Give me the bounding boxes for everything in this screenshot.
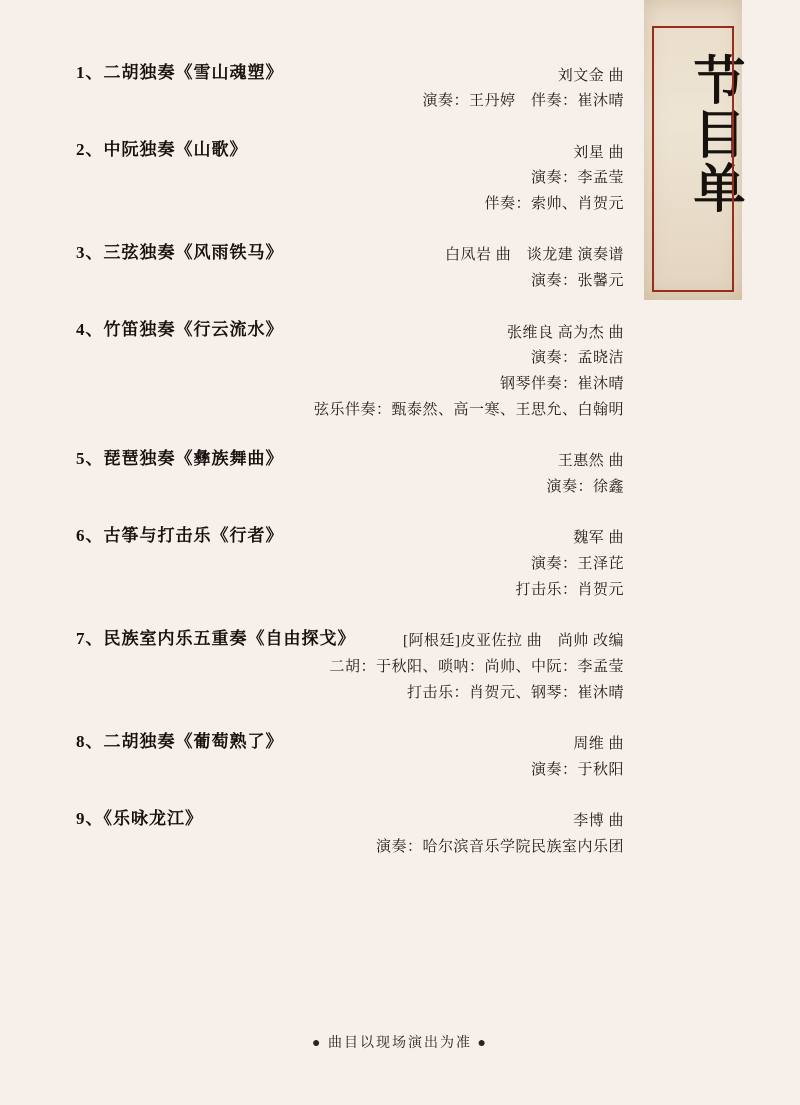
- program-title: 5、琵琶独奏《彝族舞曲》: [76, 448, 284, 468]
- program-item: [0, 729, 660, 784]
- program-credit: [阿根廷]皮亚佐拉 曲 尚帅 改编: [403, 633, 624, 650]
- program-credit: 王惠然 曲: [557, 453, 624, 470]
- program-credit: 伴奏：索帅、肖贺元: [484, 196, 624, 213]
- program-item: [0, 806, 660, 861]
- program-title: 7、民族室内乐五重奏《自由探戈》: [76, 628, 356, 648]
- program-item: [0, 626, 660, 707]
- program-title: 2、中阮独奏《山歌》: [76, 140, 248, 160]
- program-title: 9、《乐咏龙江》: [76, 808, 203, 828]
- program-credit: 李博 曲: [573, 813, 624, 830]
- program-credit: 周维 曲: [573, 736, 624, 753]
- program-credit: 刘文金 曲: [557, 67, 624, 84]
- program-credit: 张维良 高为杰 曲: [506, 324, 624, 341]
- program-item: [0, 137, 660, 218]
- program-title: 4、竹笛独奏《行云流水》: [76, 320, 284, 340]
- program-list: [0, 60, 660, 883]
- program-title: 3、三弦独奏《风雨铁马》: [76, 242, 284, 262]
- program-item: [0, 317, 660, 424]
- program-credit: 白凤岩 曲 谈龙建 演奏谱: [444, 247, 624, 264]
- program-credit: 演奏：孟晓洁: [530, 350, 624, 367]
- program-item: [0, 240, 660, 295]
- program-credit: 演奏：张馨元: [530, 273, 624, 290]
- program-item: [0, 523, 660, 604]
- program-item: [0, 60, 660, 115]
- program-credit: 弦乐伴奏：甄泰然、高一寒、王思允、白翰明: [313, 401, 624, 418]
- vertical-banner-title: 节目单: [684, 53, 745, 215]
- program-credit: 演奏：徐鑫: [546, 479, 624, 496]
- program-credit: 二胡：于秋阳、唢呐：尚帅、中阮：李孟莹: [329, 659, 624, 676]
- program-credit: 打击乐：肖贺元: [515, 581, 624, 598]
- program-credit: 演奏：王泽芘: [530, 556, 624, 573]
- program-credit: 演奏：哈尔滨音乐学院民族室内乐团: [375, 839, 624, 856]
- program-credit: 演奏：于秋阳: [530, 761, 624, 778]
- program-credit: 打击乐：肖贺元、钢琴：崔沐晴: [406, 684, 624, 701]
- program-credit: 钢琴伴奏：崔沐晴: [499, 376, 624, 393]
- program-credit: 演奏：王丹婷 伴奏：崔沐晴: [422, 93, 624, 110]
- program-title: 8、二胡独奏《葡萄熟了》: [76, 731, 284, 751]
- footer-note: ● 曲目以现场演出为准 ●: [312, 1036, 488, 1051]
- program-title: 1、二胡独奏《雪山魂塑》: [76, 63, 284, 82]
- program-title: 6、古筝与打击乐《行者》: [76, 525, 284, 545]
- program-credit: 演奏：李孟莹: [530, 170, 624, 187]
- program-credit: 刘星 曲: [573, 144, 624, 161]
- program-item: [0, 446, 660, 501]
- program-credit: 魏军 曲: [573, 530, 624, 547]
